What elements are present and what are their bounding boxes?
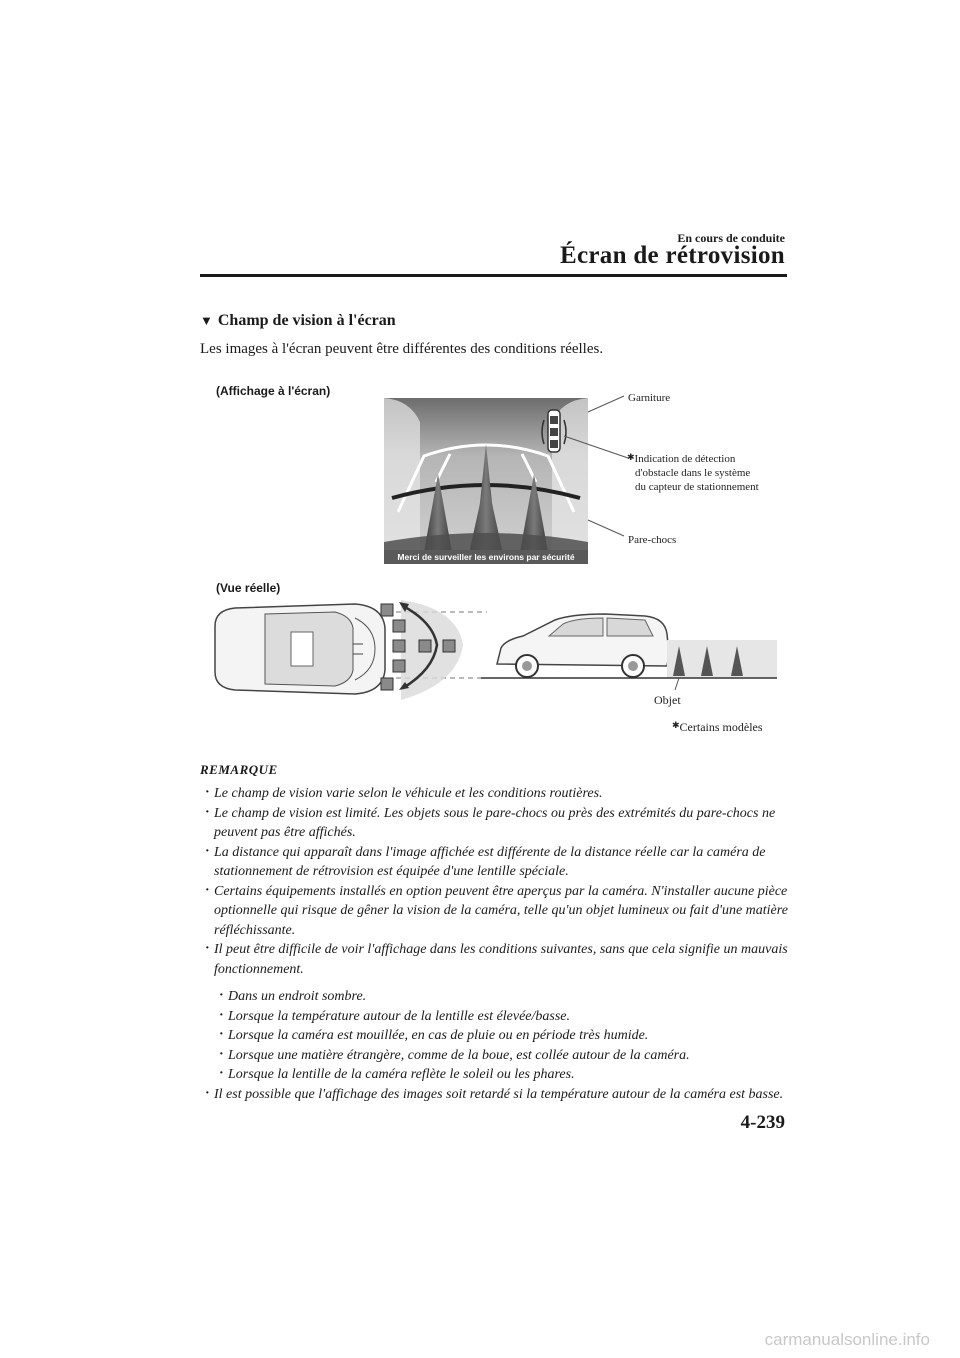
watermark: carmanualsonline.info: [764, 1330, 930, 1349]
real-view-label: (Vue réelle): [216, 581, 281, 595]
footnote-text: Certains modèles: [679, 720, 763, 734]
real-view-illustration: [205, 588, 785, 713]
screen-view-label: (Affichage à l'écran): [216, 384, 331, 398]
note-subitem: · Lorsque la lentille de la caméra reflète le soleil ou les phares.: [214, 1065, 790, 1085]
note-heading: REMARQUE: [200, 762, 278, 777]
callout-indicator-line-3: du capteur de stationnement: [635, 481, 759, 493]
note-item: · Il peut être difficile de voir l'affichage dans les conditions suivantes, sans que cela signifie un mauvais fonctionnement.: [200, 940, 790, 979]
star-icon: ✱: [627, 452, 635, 462]
triangle-down-icon: ▼: [200, 313, 213, 328]
note-item: · La distance qui apparaît dans l'image affichée est différente de la distance réelle car la caméra de stationnement de rétrovision est équipée d'une lentille spéciale.: [200, 843, 790, 882]
note-item: · Le champ de vision varie selon le véhicule et les conditions routières.: [200, 784, 790, 804]
note-subitem: · Dans un endroit sombre.: [214, 987, 790, 1007]
section-name: En cours de conduite: [677, 231, 785, 245]
intro-text: Les images à l'écran peuvent être différentes des conditions réelles.: [200, 341, 604, 357]
page-number: 4-239: [740, 1112, 785, 1133]
screen-banner: Merci de surveiller les environs par sécurité: [397, 552, 575, 562]
callout-indicator-line-1: Indication de détection: [634, 453, 736, 465]
note-list: [200, 784, 790, 1104]
note-item: · Le champ de vision est limité. Les objets sous le pare-chocs ou près des extrémités du pare-chocs ne peuvent pas être affichés.: [200, 804, 790, 843]
note-item: · Certains équipements installés en option peuvent être aperçus par la caméra. N'installer aucune pièce optionnelle qui risque de gêner la vision de la caméra, telle qu'un objet lumineux ou fait d'une matière réfléchissante.: [200, 882, 790, 941]
star-icon: ✱: [672, 720, 680, 730]
note-subitem: · Lorsque une matière étrangère, comme de la boue, est collée autour de la caméra.: [214, 1046, 790, 1066]
header-rule: [200, 274, 787, 277]
note-subitem: · Lorsque la caméra est mouillée, en cas de pluie ou en période très humide.: [214, 1026, 790, 1046]
callout-object: Objet: [654, 693, 681, 707]
sub-heading-text: Champ de vision à l'écran: [217, 312, 396, 329]
callout-indicator-line-2: d'obstacle dans le système: [635, 467, 751, 479]
car-top-view: [215, 604, 385, 694]
footnote: [672, 720, 763, 734]
callout-trim: Garniture: [628, 392, 671, 404]
page-title: Écran de rétrovision: [560, 242, 785, 269]
callout-indicator: [627, 452, 759, 494]
car-side-view: [497, 614, 669, 677]
sub-heading: [200, 312, 396, 330]
note-subitem: · Lorsque la température autour de la lentille est élevée/basse.: [214, 1007, 790, 1027]
callout-bumper: Pare-chocs: [628, 534, 677, 546]
note-item: · Il est possible que l'affichage des images soit retardé si la température autour de la caméra est basse.: [200, 1085, 790, 1105]
